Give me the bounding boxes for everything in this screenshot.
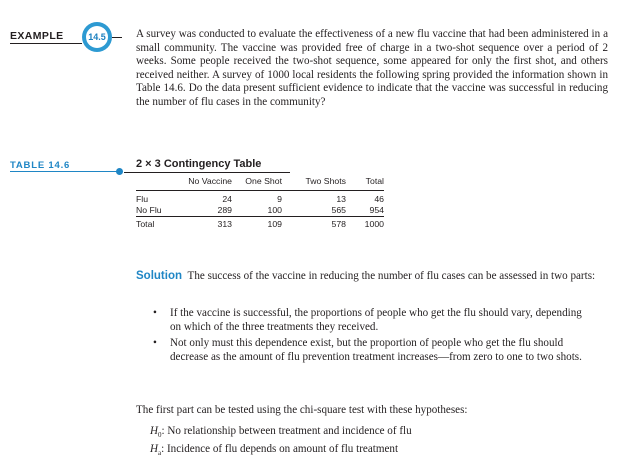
table-total-row	[136, 217, 384, 230]
row-label: No Flu	[136, 205, 162, 216]
table-cell: 289	[217, 205, 232, 216]
row-label: Total	[136, 217, 172, 230]
bullet-dot-icon: •	[153, 307, 157, 319]
table-header-row	[136, 176, 384, 191]
example-number-badge	[82, 22, 112, 52]
h0-subscript: 0	[158, 431, 162, 440]
table-label: TABLE 14.6	[10, 160, 71, 171]
bullet-text: Not only must this dependence exist, but the proportion of people who get the flu should decrease as the amount of flu prevention treatment increases—from zero to one to two shots.	[170, 337, 582, 363]
example-rule	[10, 43, 82, 44]
example-rule-tail	[112, 37, 122, 38]
example-number: 14.5	[86, 26, 108, 48]
h0-symbol: H	[150, 425, 159, 437]
column-header: Total	[365, 176, 384, 186]
solution-intro: The success of the vaccine in reducing the number of flu cases can be assessed in two parts:	[187, 270, 596, 282]
solution-bullets	[150, 307, 590, 367]
table-label-dot	[116, 168, 123, 175]
ha-symbol: H	[150, 443, 159, 455]
contingency-table	[136, 176, 384, 230]
list-item	[150, 307, 590, 334]
ha-text: : Incidence of flu depends on amount of flu treatment	[161, 443, 399, 455]
table-corner	[136, 176, 172, 191]
bullet-text: If the vaccine is successful, the proportions of people who get the flu should vary, depending on which of the three treatments they received.	[170, 307, 582, 333]
table-cell: 1000	[346, 217, 384, 230]
table-row	[136, 205, 384, 217]
row-label: Flu	[136, 191, 172, 205]
h0-text: : No relationship between treatment and incidence of flu	[161, 425, 412, 437]
table-cell: 954	[369, 205, 384, 216]
table-cell: 13	[282, 191, 346, 205]
column-header: No Vaccine	[188, 176, 232, 186]
table-cell: 24	[172, 191, 232, 205]
solution-paragraph	[136, 270, 606, 284]
alternative-hypothesis	[150, 443, 398, 457]
column-header: Two Shots	[305, 176, 346, 186]
table-cell: 46	[346, 191, 384, 205]
table-cell: 313	[172, 217, 232, 230]
table-label-rule	[10, 171, 118, 172]
table-cell: 578	[282, 217, 346, 230]
table-cell: 565	[331, 205, 346, 216]
ha-subscript: a	[158, 449, 162, 458]
table-cell: 109	[232, 217, 282, 230]
list-item	[150, 337, 590, 364]
table-title-rule	[124, 172, 290, 173]
solution-label: Solution	[136, 270, 182, 282]
table-cell: 100	[267, 205, 282, 216]
column-header: One Shot	[245, 176, 282, 186]
example-label: EXAMPLE	[10, 30, 64, 42]
table-row	[136, 191, 384, 205]
null-hypothesis	[150, 425, 412, 439]
bullet-dot-icon: •	[153, 337, 157, 350]
first-part-text: The first part can be tested using the chi-square test with these hypotheses:	[136, 404, 468, 416]
table-cell: 9	[232, 191, 282, 205]
problem-text: A survey was conducted to evaluate the effectiveness of a new flu vaccine that had been administered in a small community. The vaccine was provided free of charge in a two-shot sequence over a period of 2 weeks. Some people received the two-shot sequence, some appeared for only the first shot, and others received neither. A survey of 1000 local residents the following spring provided the information shown in Table 14.6. Do the data present sufficient evidence to indicate that the vaccine was successful in reducing the number of flu cases in the community?	[136, 28, 608, 108]
table-title: 2 × 3 Contingency Table	[136, 158, 262, 170]
